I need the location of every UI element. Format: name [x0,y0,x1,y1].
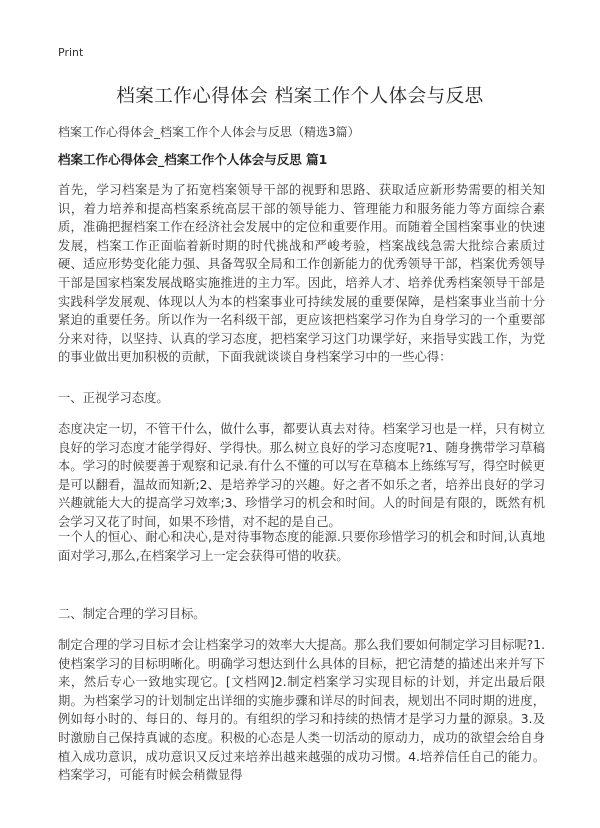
paragraph-text: 一个人的恒心、耐心和决心,是对待事物态度的能源.只要你珍惜学习的机会和时间,认真地面对学习,那么,在档案学习上一定会获得可惜的收获。 [58,530,545,563]
paragraph-text: 首先，学习档案是为了拓宽档案领导干部的视野和思路、获取适应新形势需要的相关知识，着力培养和提高档案系统高层干部的领导能力、管理能力和服务能力等方面综合素质，准确把握档案工作在经济社会发展中的定位和重要作用。而随着全国档案事业的快速发展，档案工作正面临着新时期的时代挑战和严峻考验，档案战线急需大批综合素质过硬、适应形势变化能力强、具备驾驭全局和工作创新能力的优秀领导干部，档案优秀领导干部是国家档案发展战略实施推进的主力军。因此，培养人才、培养优秀档案领导干部是实践科学发展观、体现以人为本的档案事业可持续发展的重要保障，是档案事业当前十分紧迫的重要任务。所以作为一名科级干部，更应该把档案学习作为自身学习的一个重要部分来对待，以坚持、认真的学习态度，把档案学习这门功课学好，来指导实践工作，为党的事业做出更加积极的贡献，下面我就谈谈自身档案学习中的一些心得： [58,183,545,365]
subheading-text: 一、正视学习态度。 [58,391,169,405]
paragraph-2 [58,420,545,532]
page-subtitle: 档案工作心得体会_档案工作个人体会与反思（精选3篇） [58,125,360,139]
paragraph-text: 制定合理的学习目标才会让档案学习的效率大大提高。那么我们要如何制定学习目标呢?1.使档案学习的目标明晰化。明确学习想达到什么具体的目标，把它清楚的描述出来并写下来，然后专心一致地实现它。[文档网]2.制定档案学习实现目标的计划，并定出最后限期。为档案学习的计划制定出详细的实施步骤和详尽的时间表，规划出不同时期的进度，例如每小时的、每日的、每月的。有组织的学习和持续的热情才是学习力量的源泉。3.及时激励自己保持真诚的态度。积极的心态是人类一切活动的原动力，成功的欲望会给自身植入成功意识，成功意识又反过来培养出越来越强的成功习惯。4.培养信任自己的能力。档案学习，可能有时候会稍微显得 [58,638,545,783]
paragraph-4 [58,636,545,785]
page-title: 档案工作心得体会 档案工作个人体会与反思 [116,86,484,107]
subheading-1 [58,389,545,408]
paragraph-3 [58,528,545,565]
subheading-text: 二、制定合理的学习目标。 [58,607,206,621]
paragraph-text: 态度决定一切，不管干什么，做什么事，都要认真去对待。档案学习也是一样，只有树立良好的学习态度才能学得好、学得快。那么树立良好的学习态度呢?1、随身携带学习草稿本。学习的时候要善于观察和记录.有什么不懂的可以写在草稿本上练练写写，得空时候更是可以翻看，温故而知新;2、是培养学习的兴趣。好之者不如乐之者，培养出良好的学习兴趣就能大大的提高学习效率;3、珍惜学习的机会和时间。人的时间是有限的，既然有机会学习又花了时间，如果不珍惜，对不起的是自己。 [58,422,545,529]
print-label[interactable]: Print [58,46,84,59]
paragraph-1 [58,181,545,367]
subheading-2 [58,605,545,624]
section-title: 档案工作心得体会_档案工作个人体会与反思 篇1 [58,152,328,167]
